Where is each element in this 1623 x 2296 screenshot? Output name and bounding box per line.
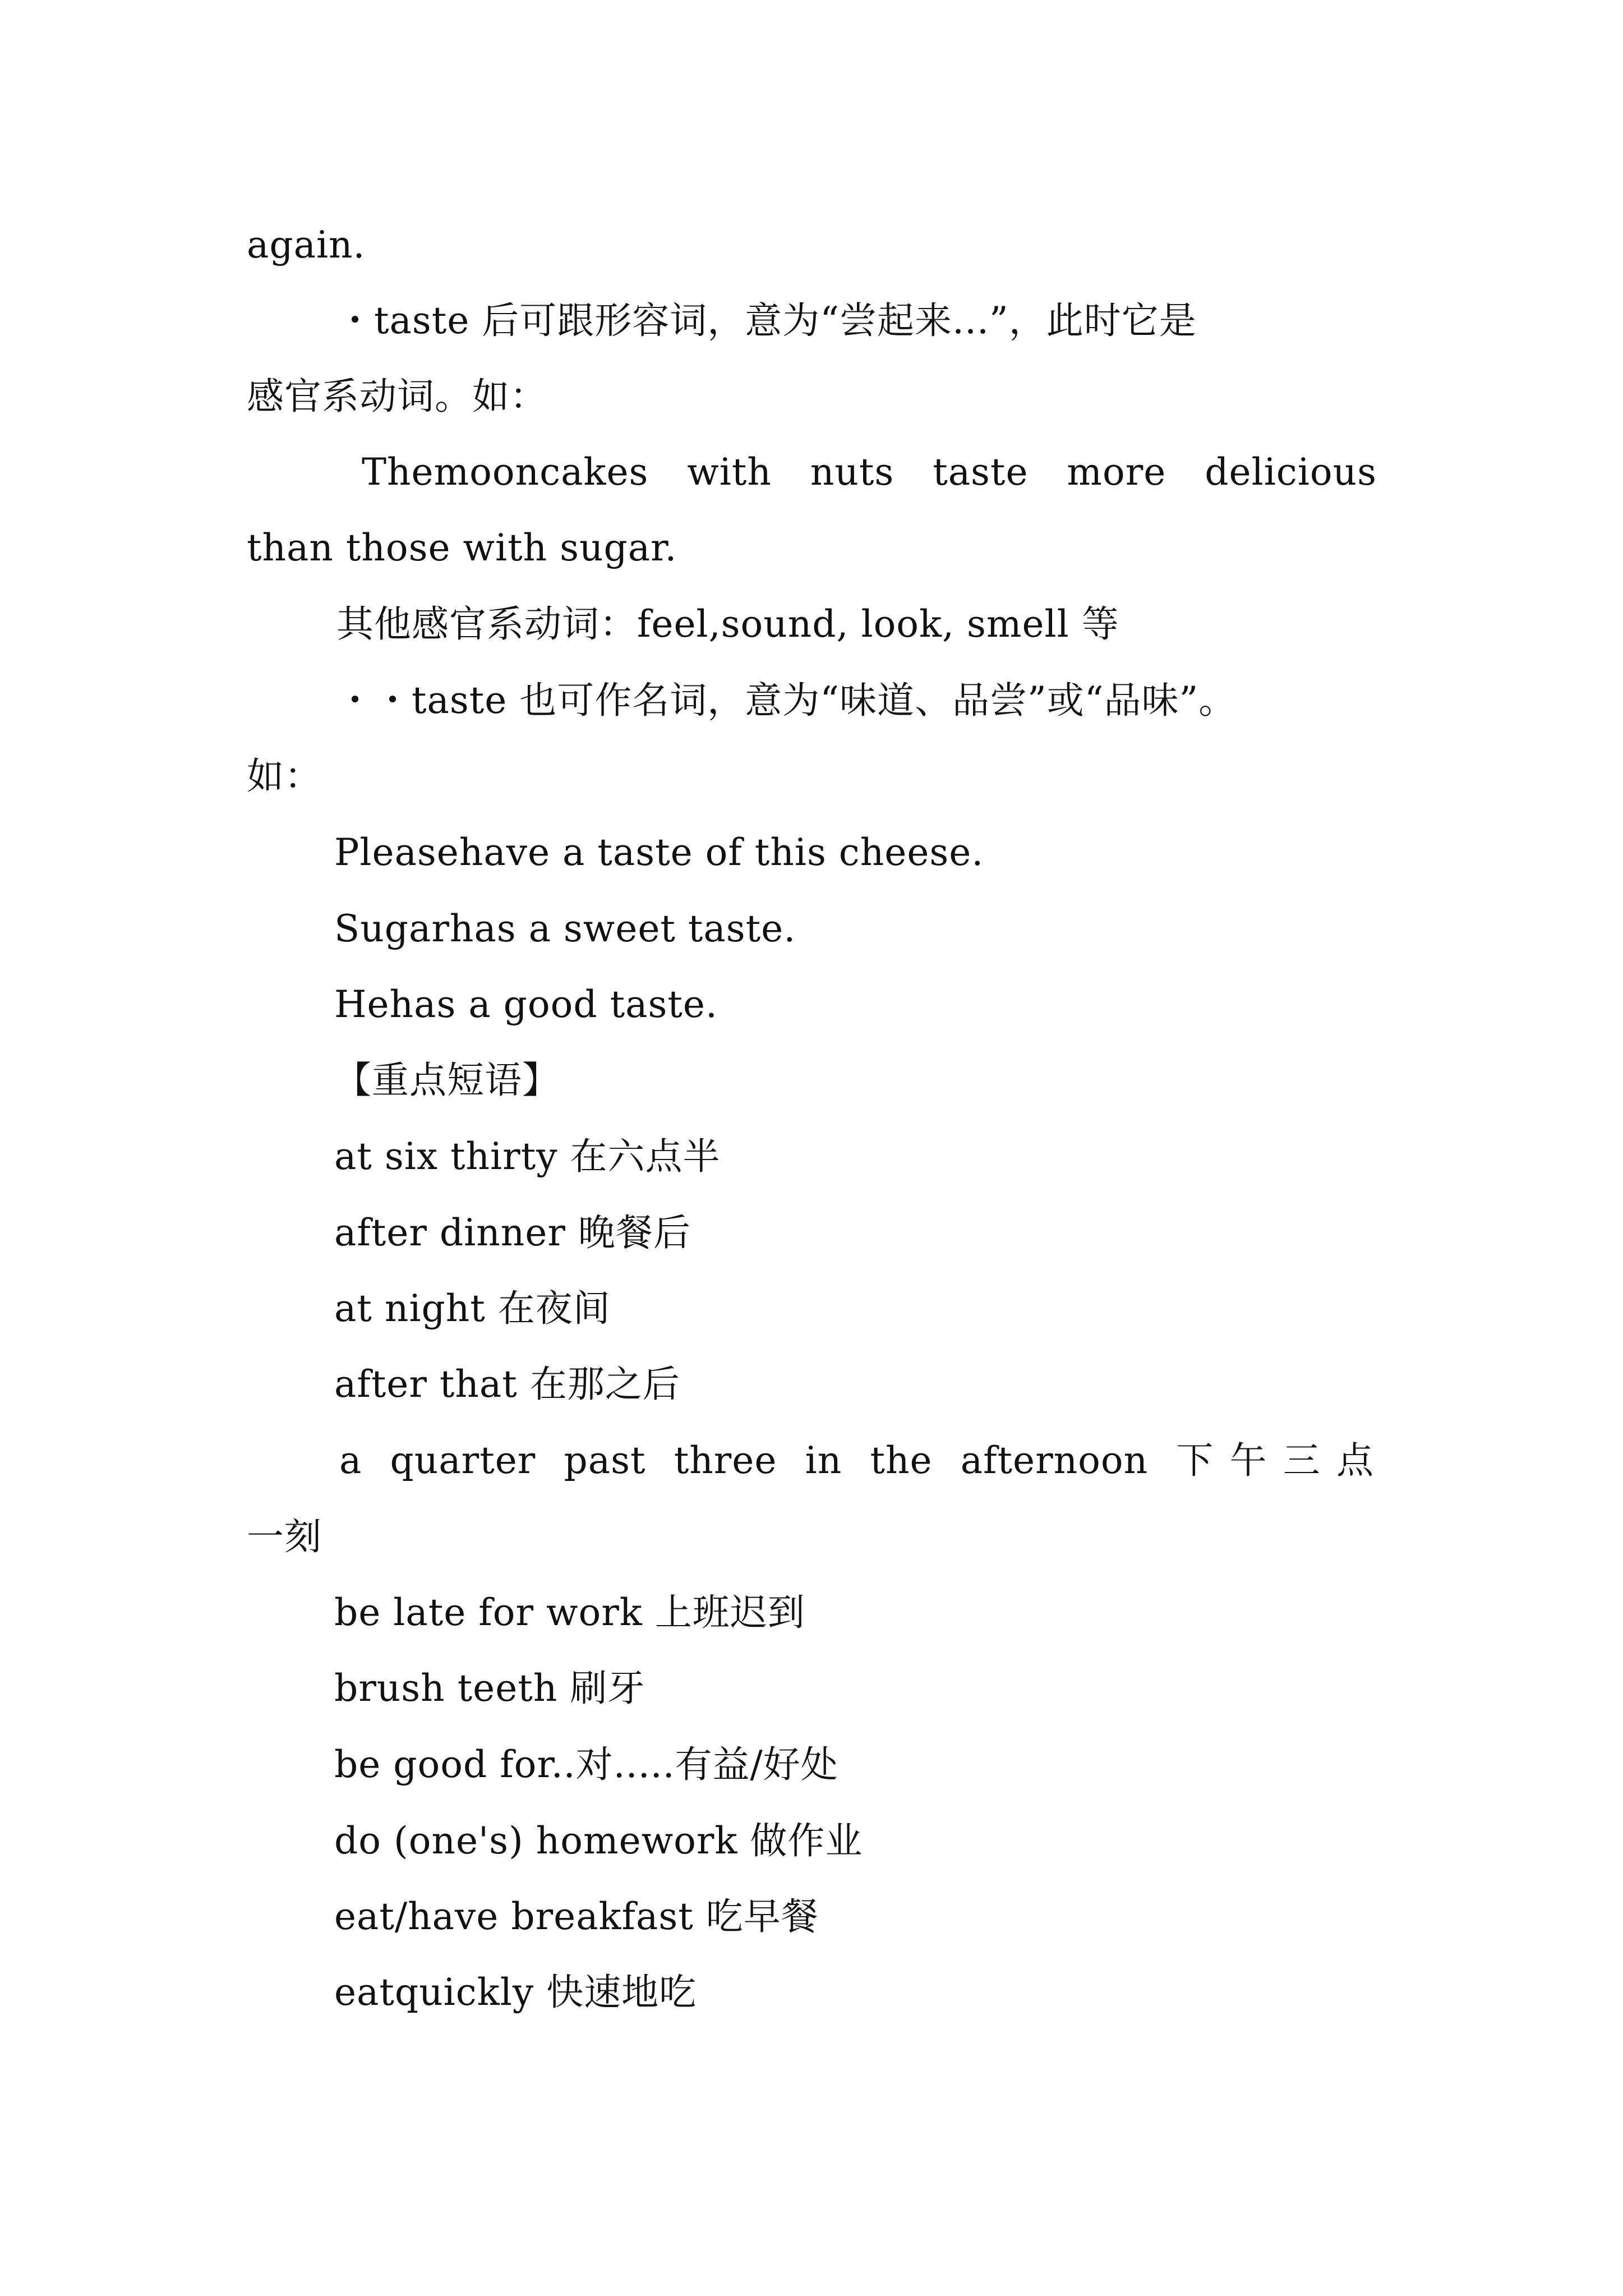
- text-line: 其他感官系动词：feel,sound, look, smell 等: [336, 602, 1119, 646]
- example-sentence: Themooncakes with nuts taste more delicious: [362, 450, 1377, 494]
- phrase-item-continued: 一刻: [247, 1515, 322, 1558]
- text-line: ・・taste 也可作名词，意为“味道、品尝”或“品味”。: [336, 679, 1237, 722]
- phrase-item: at six thirty 在六点半: [334, 1135, 721, 1178]
- example-sentence: Pleasehave a taste of this cheese.: [334, 831, 984, 874]
- text-line: again.: [247, 223, 366, 266]
- phrase-item: eat/have breakfast 吃早餐: [334, 1895, 819, 1938]
- text-line: 感官系动词。如：: [247, 375, 547, 418]
- phrase-item: after dinner 晚餐后: [334, 1211, 691, 1254]
- phrase-item: at night 在夜间: [334, 1287, 611, 1330]
- phrase-item: eatquickly 快速地吃: [334, 1971, 697, 2014]
- text-line: 如：: [247, 754, 322, 798]
- text-line: ・taste 后可跟形容词，意为“尝起来...”，此时它是: [336, 299, 1197, 342]
- phrase-item: a quarter past three in the afternoon 下午三点: [339, 1439, 1374, 1482]
- example-sentence-continued: than those with sugar.: [247, 526, 677, 569]
- example-sentence: Hehas a good taste.: [334, 983, 718, 1026]
- phrase-item: brush teeth 刷牙: [334, 1667, 645, 1710]
- section-heading: 【重点短语】: [334, 1059, 560, 1102]
- example-sentence: Sugarhas a sweet taste.: [334, 907, 796, 950]
- phrase-item: be late for work 上班迟到: [334, 1591, 805, 1634]
- phrase-item: after that 在那之后: [334, 1363, 680, 1406]
- phrase-item: do (one's) homework 做作业: [334, 1819, 863, 1862]
- phrase-item: be good for..对.....有益/好处: [334, 1743, 838, 1786]
